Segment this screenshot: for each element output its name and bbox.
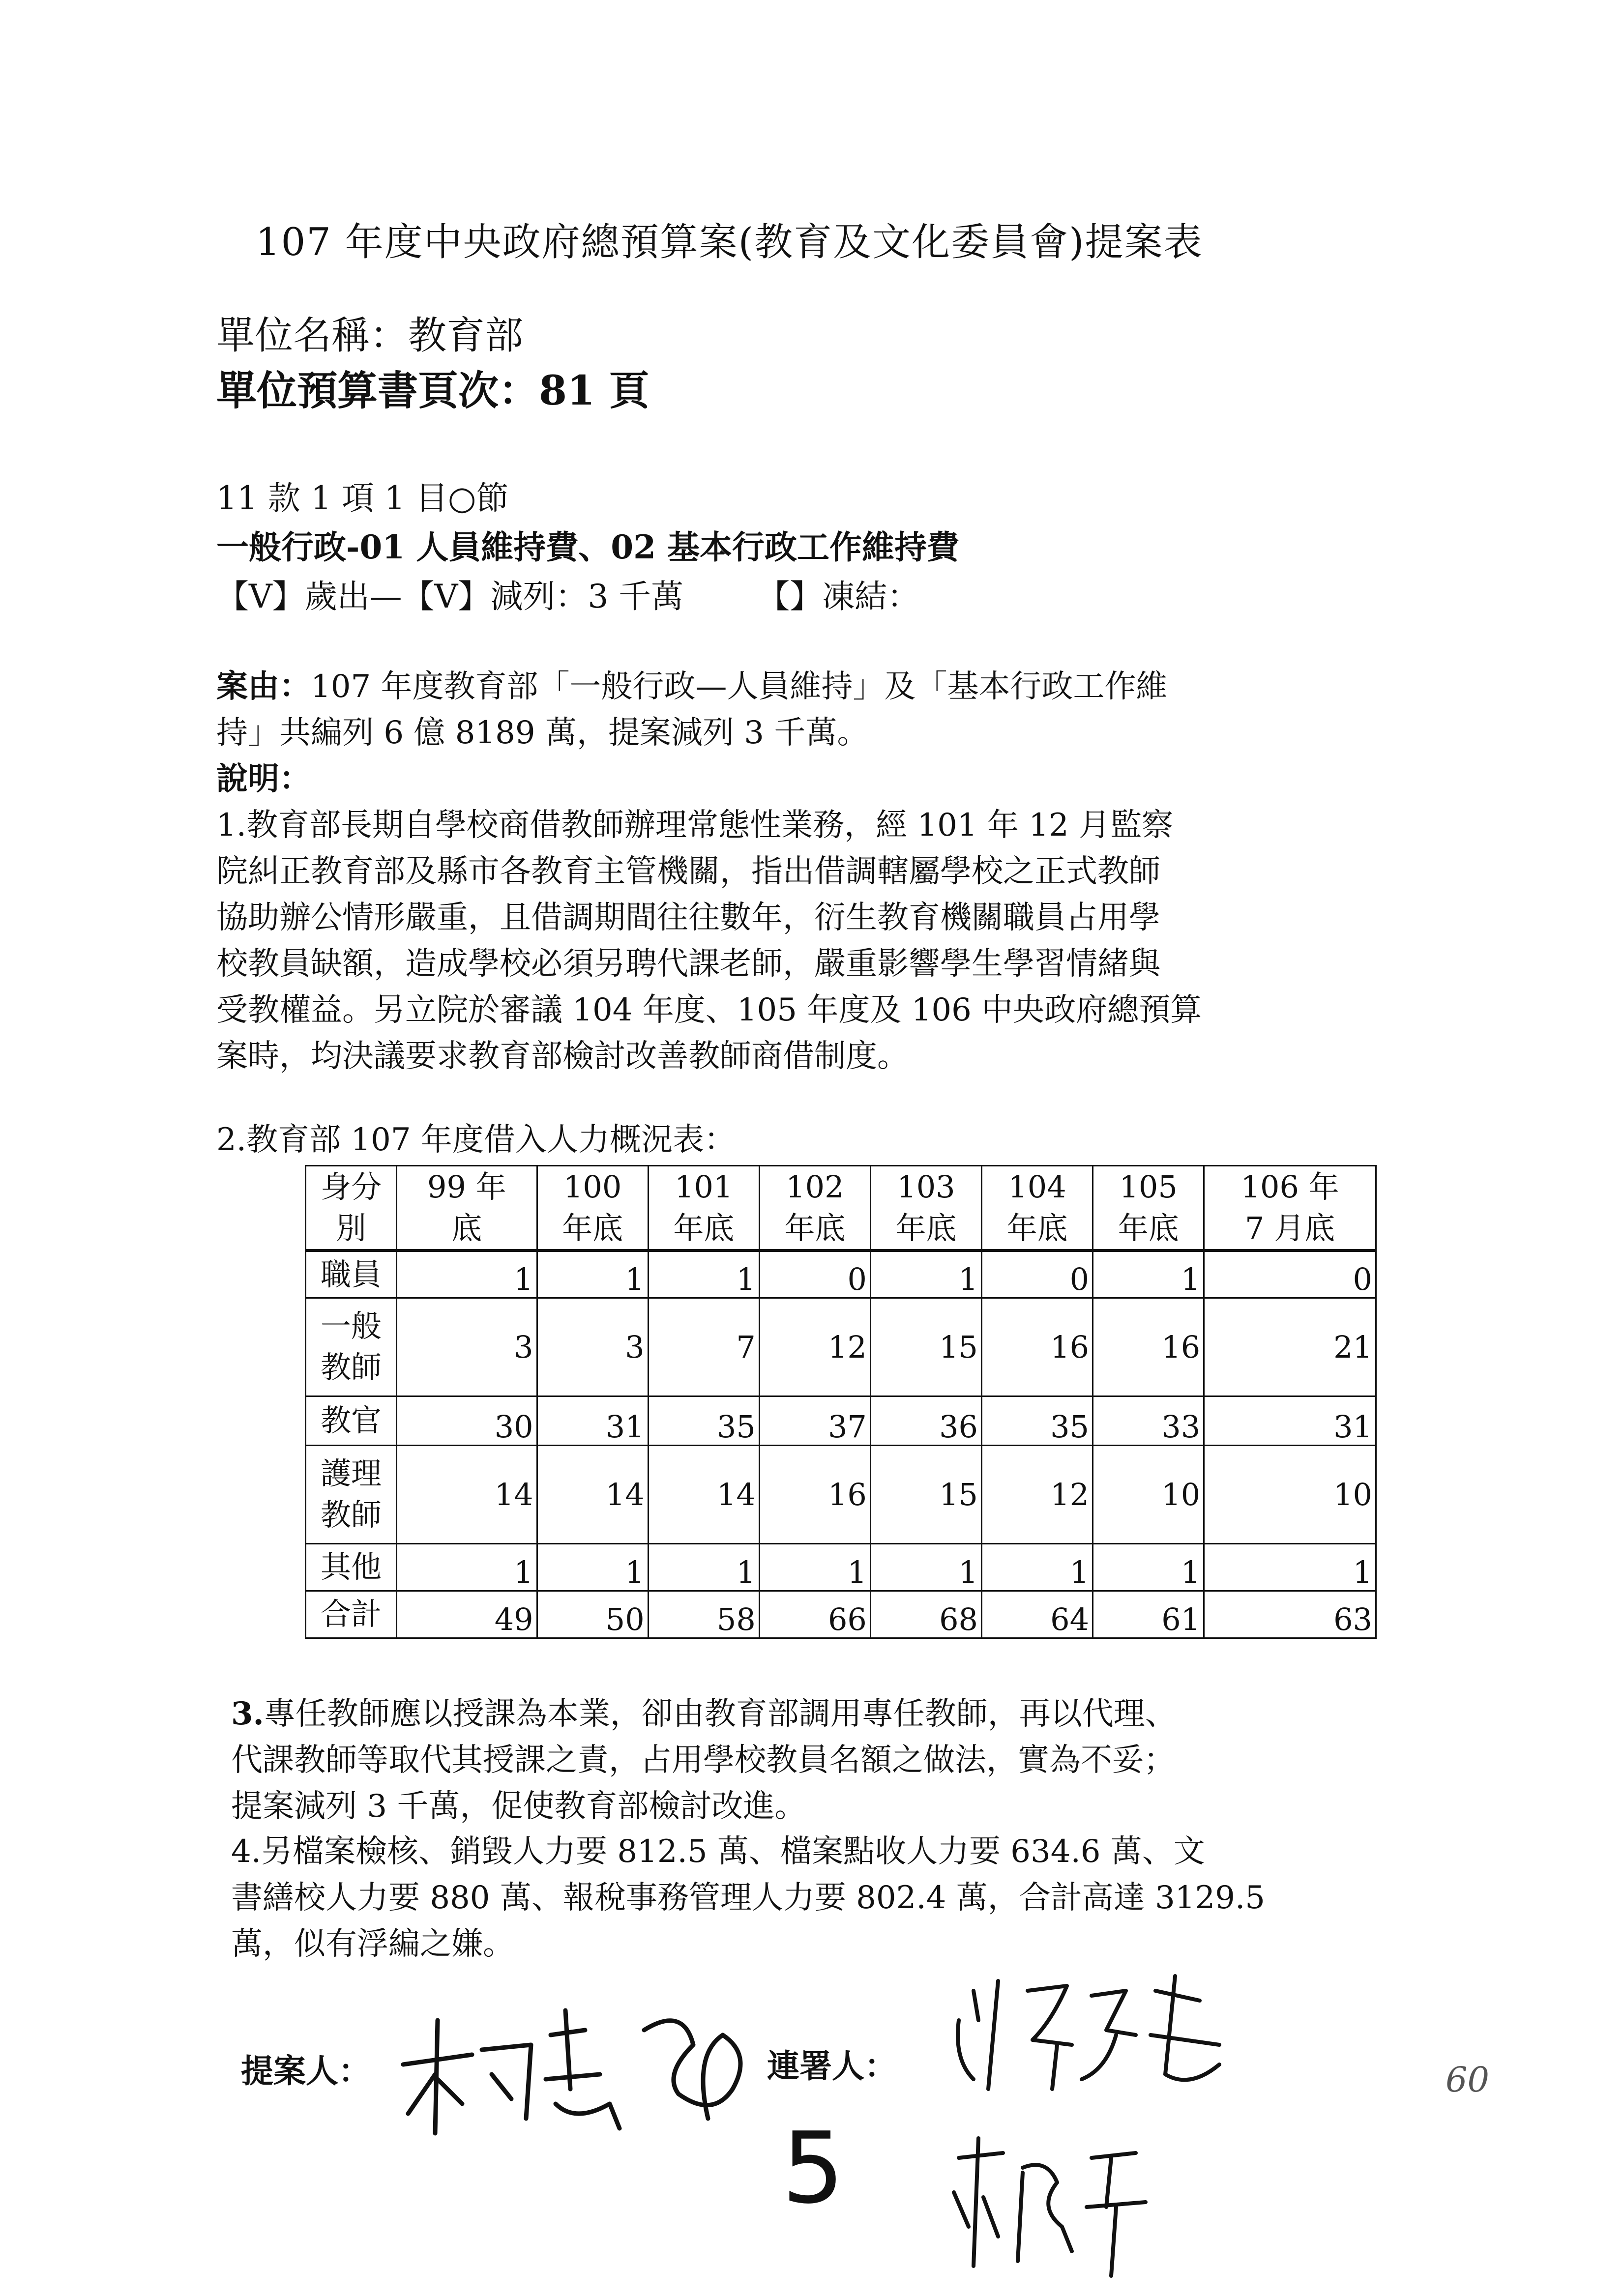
handwritten-digit: 5 [782,2111,845,2226]
row-label: 其他 [306,1543,397,1591]
table-row [306,1396,1376,1445]
point-3-line: 代課教師等取代其授課之責，占用學校教員名額之做法，實為不妥； [231,1742,1175,1778]
reason-line: 107 年度教育部「一般行政—人員維持」及「基本行政工作維 [311,668,1168,705]
point-1-line: 1.教育部長期自學校商借教師辦理常態性業務，經 101 年 12 月監察 [216,807,1174,843]
year-header: 106 年 7 月底 [1204,1166,1376,1251]
cell: 12 [981,1445,1093,1543]
point-4-line: 書繕校人力要 880 萬、報稅事務管理人力要 802.4 萬，合計高達 3129.5 [231,1880,1266,1916]
cell: 66 [759,1591,870,1638]
cell: 10 [1093,1445,1204,1543]
action-marks [216,570,919,617]
cell: 61 [1093,1591,1204,1638]
point-4-line: 4.另檔案檢核、銷毀人力要 812.5 萬、檔案點收人力要 634.6 萬、文 [231,1833,1205,1870]
cell: 63 [1204,1591,1376,1638]
year-header: 105 年底 [1093,1166,1204,1251]
year-header: 99 年 底 [397,1166,537,1251]
cosigner-signature-2 [939,2128,1185,2286]
cell: 1 [870,1250,981,1298]
year-header: 104 年底 [981,1166,1093,1251]
cosigner-signature [944,1961,1249,2099]
point-1-line: 協助辦公情形嚴重，且借調期間往往數年，衍生教育機關職員占用學 [216,900,1160,936]
row-label: 一般 教師 [306,1298,397,1396]
cell: 0 [981,1250,1093,1298]
budget-section: 11 款 1 項 1 目○節 [216,479,509,517]
borrowed-staff-table [305,1165,1377,1639]
point-4 [231,1829,1265,1967]
cell: 16 [759,1445,870,1543]
point-3-number: 3. [231,1695,264,1732]
cell: 1 [870,1543,981,1591]
point-2-caption: 2.教育部 107 年度借入人力概況表： [216,1122,736,1158]
cell: 1 [648,1543,759,1591]
cell: 37 [759,1396,870,1445]
row-label: 教官 [306,1396,397,1445]
cell: 36 [870,1396,981,1445]
year-header: 100 年底 [537,1166,648,1251]
cell: 31 [537,1396,648,1445]
cell: 15 [870,1298,981,1396]
reason-block [216,664,1168,802]
handwritten-mark [777,2109,875,2226]
cell: 35 [648,1396,759,1445]
budget-item: 一般行政-01 人員維持費、02 基本行政工作維持費 [216,528,960,566]
cosigner-label: 連署人： [767,2047,897,2085]
table-row [306,1543,1376,1591]
cell: 7 [648,1298,759,1396]
explanation-label: 說明： [216,760,311,797]
year-header: 101 年底 [648,1166,759,1251]
row-label: 合計 [306,1591,397,1638]
reason-line: 持」共編列 6 億 8189 萬，提案減列 3 千萬。 [216,715,869,751]
cell: 3 [397,1298,537,1396]
cell: 1 [537,1250,648,1298]
cell: 64 [981,1591,1093,1638]
cell: 1 [397,1250,537,1298]
cell: 1 [981,1543,1093,1591]
point-1-line: 案時，均決議要求教育部檢討改善教師商借制度。 [216,1038,909,1075]
budget-pages: 單位預算書頁次：81 頁 [216,367,650,414]
year-header: 103 年底 [870,1166,981,1251]
point-3-line: 提案減列 3 千萬，促使教育部檢討改進。 [231,1788,806,1825]
cell: 12 [759,1298,870,1396]
cell: 33 [1093,1396,1204,1445]
cell: 31 [1204,1396,1376,1445]
reason-label: 案由： [216,668,311,705]
cell: 21 [1204,1298,1376,1396]
row-label: 護理 教師 [306,1445,397,1543]
table-total-row [306,1591,1376,1638]
corner-header: 身分 別 [306,1166,397,1251]
cell: 1 [537,1543,648,1591]
cell: 1 [1093,1543,1204,1591]
table-header-row [306,1166,1376,1251]
cell: 1 [397,1543,537,1591]
cell: 14 [648,1445,759,1543]
point-3-line: 專任教師應以授課為本業，卻由教育部調用專任教師，再以代理、 [264,1696,1177,1732]
point-1 [216,802,1202,1079]
year-header: 102 年底 [759,1166,870,1251]
cell: 1 [1093,1250,1204,1298]
cell: 15 [870,1445,981,1543]
cell: 68 [870,1591,981,1638]
cell: 0 [759,1250,870,1298]
cell: 16 [1093,1298,1204,1396]
page-number: 60 [1446,2060,1490,2100]
cell: 35 [981,1396,1093,1445]
cell: 14 [397,1445,537,1543]
table-row [306,1445,1376,1543]
proposer-label: 提案人： [241,2052,371,2090]
unit-name: 單位名稱：教育部 [216,314,524,358]
cell: 49 [397,1591,537,1638]
proposer-signature [388,1991,772,2153]
cell: 0 [1204,1250,1376,1298]
table-row [306,1298,1376,1396]
page-title: 107 年度中央政府總預算案(教育及文化委員會)提案表 [256,220,1203,264]
point-1-line: 院糾正教育部及縣市各教育主管機關，指出借調轄屬學校之正式教師 [216,853,1160,890]
point-4-line: 萬，似有浮編之嫌。 [231,1926,514,1962]
cell: 1 [1204,1543,1376,1591]
cut-mark: 【V】歲出—【V】減列：3 千萬 [216,578,684,615]
point-3 [231,1691,1177,1830]
cell: 58 [648,1591,759,1638]
point-1-line: 受教權益。另立院於審議 104 年度、105 年度及 106 中央政府總預算 [216,992,1202,1028]
cell: 14 [537,1445,648,1543]
row-label: 職員 [306,1250,397,1298]
cell: 1 [759,1543,870,1591]
table-row [306,1250,1376,1298]
cell: 16 [981,1298,1093,1396]
freeze-mark: 【】凍結： [757,578,920,615]
cell: 30 [397,1396,537,1445]
point-1-line: 校教員缺額，造成學校必須另聘代課老師，嚴重影響學生學習情緒與 [216,946,1160,982]
cell: 1 [648,1250,759,1298]
cell: 50 [537,1591,648,1638]
cell: 3 [537,1298,648,1396]
cell: 10 [1204,1445,1376,1543]
